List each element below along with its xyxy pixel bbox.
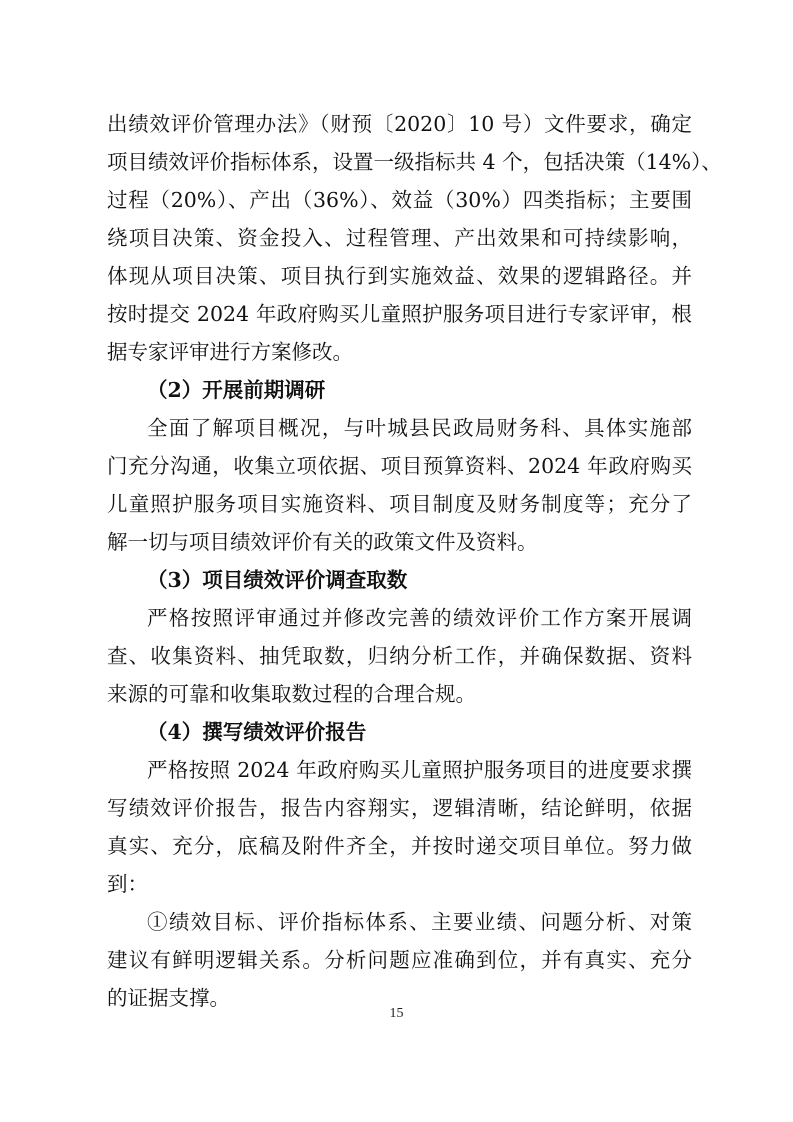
paragraph-1-line-5: 体现从项目决策、项目执行到实施效益、效果的逻辑路径。并 — [107, 264, 692, 288]
section-heading-research: （2）开展前期调研 — [147, 378, 326, 402]
page-number: 15 — [389, 1006, 404, 1021]
paragraph-1-line-6: 按时提交 2024 年政府购买儿童照护服务项目进行专家评审，根 — [107, 302, 692, 326]
paragraph-4-line-2: 写绩效评价报告，报告内容翔实，逻辑清晰，结论鲜明，依据 — [107, 796, 692, 820]
paragraph-2-line-1: 全面了解项目概况，与叶城县民政局财务科、具体实施部 — [147, 416, 692, 440]
paragraph-3-line-1: 严格按照评审通过并修改完善的绩效评价工作方案开展调 — [147, 606, 692, 630]
section-heading-report: （4）撰写绩效评价报告 — [147, 720, 367, 744]
paragraph-1-line-1: 出绩效评价管理办法》（财预〔2020〕10 号）文件要求，确定 — [107, 112, 692, 136]
section-heading-survey: （3）项目绩效评价调查取数 — [147, 568, 408, 592]
paragraph-5-line-3: 的证据支撑。 — [107, 986, 230, 1010]
paragraph-1-line-4: 绕项目决策、资金投入、过程管理、产出效果和可持续影响， — [107, 226, 692, 250]
paragraph-2-line-2: 门充分沟通，收集立项依据、项目预算资料、2024 年政府购买 — [107, 454, 692, 478]
paragraph-4-line-3: 真实、充分，底稿及附件齐全，并按时递交项目单位。努力做 — [107, 834, 692, 858]
paragraph-1-line-2: 项目绩效评价指标体系，设置一级指标共 4 个，包括决策（14%）、 — [107, 150, 722, 174]
paragraph-5-line-1: ①绩效目标、评价指标体系、主要业绩、问题分析、对策 — [147, 910, 692, 934]
paragraph-2-line-3: 儿童照护服务项目实施资料、项目制度及财务制度等；充分了 — [107, 492, 692, 516]
paragraph-5-line-2: 建议有鲜明逻辑关系。分析问题应准确到位，并有真实、充分 — [107, 948, 692, 972]
paragraph-4-line-4: 到： — [107, 872, 148, 896]
paragraph-2-line-4: 解一切与项目绩效评价有关的政策文件及资料。 — [107, 530, 538, 554]
paragraph-1-line-3: 过程（20%）、产出（36%）、效益（30%）四类指标；主要围 — [107, 188, 692, 212]
paragraph-4-line-1: 严格按照 2024 年政府购买儿童照护服务项目的进度要求撰 — [147, 758, 692, 782]
paragraph-1-line-7: 据专家评审进行方案修改。 — [107, 340, 353, 364]
paragraph-3-line-2: 查、收集资料、抽凭取数，归纳分析工作，并确保数据、资料 — [107, 644, 692, 668]
paragraph-3-line-3: 来源的可靠和收集取数过程的合理合规。 — [107, 682, 476, 706]
